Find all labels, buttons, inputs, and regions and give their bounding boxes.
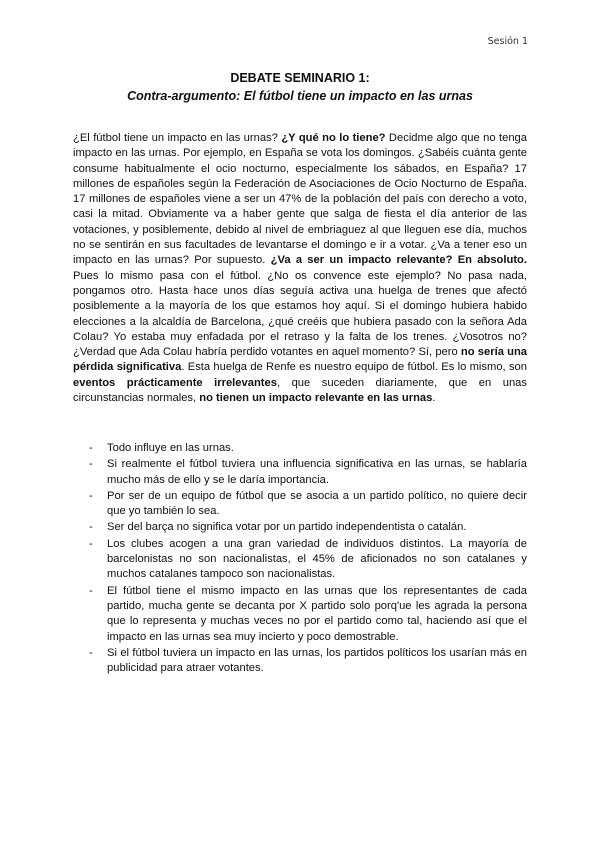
list-item [73, 441, 527, 456]
list-item [73, 584, 527, 645]
paragraph-text-5: , que suceden diariamente, que en unas circunstancias normales, [73, 376, 527, 405]
session-label: Sesión 1 [487, 36, 528, 47]
bullet-dash: - [89, 458, 93, 471]
list-item-text: Los clubes acogen a una gran variedad de individuos distintos. La mayoría de barcelonistas no son nacionalistas, el 45% de aficionados no son catalanes y muchos catalanes tampoco son nacionalistas. [107, 537, 527, 581]
paragraph-text-4: . Esta huelga de Renfe es nuestro equipo de fútbol. Es lo mismo, son [181, 361, 527, 374]
list-item-text: Si realmente el fútbol tuviera una influencia significativa en las urnas, se hablaría mucho más de ello y se le daría importancia. [107, 458, 527, 486]
bullet-dash: - [89, 537, 93, 550]
bullet-dash: - [89, 489, 93, 502]
list-item-text: El fútbol tiene el mismo impacto en las urnas que los representantes de cada partido, mucha gente se decanta por X partido solo porq'ue les agrada la persona que lo representa y muchas veces no por el partido como tal, haciendo así que el impacto en las urnas sea muy incierto y poco demostrable. [107, 584, 527, 643]
paragraph-text-3: Pues lo mismo pasa con el fútbol. ¿No os convence este ejemplo? No pasa nada, pongamos otro. Hasta hace unos días seguía activa una huelga de trenes que afectó posiblemente a la mayoría de los que estamos hoy aquí. Si el domingo hubiera habido elecciones a la alcaldía de Barcelona, ¿qué creéis que hubiera pasado con la señora Ada Colau? Yo estaba muy enfadada por el retraso y la falta de los trenes. ¿Vosotros no? ¿Verdad que Ada Colau habría perdido votantes en aquel momento? Sí, pero [73, 269, 527, 359]
main-paragraph [73, 131, 527, 406]
bullet-dash: - [89, 646, 93, 659]
list-item [73, 537, 527, 583]
document-title: DEBATE SEMINARIO 1: [230, 71, 370, 85]
paragraph-bold-3: no sería una pérdida significativa [73, 346, 527, 374]
document-subtitle: Contra-argumento: El fútbol tiene un impacto en las urnas [127, 89, 473, 103]
list-item-text: Ser del barça no significa votar por un partido independentista o catalán. [107, 521, 467, 534]
bullet-dash: - [89, 521, 93, 534]
paragraph-text-2: Decidme algo que no tenga impacto en las urnas. Por ejemplo, en España se vota los domingos. ¿Sabéis cuánta gente consume habitualmente el ocio nocturno, especialmente los sábados, en España? 17 millones de españoles según la Federación de Asociaciones de Ocio Nocturno de España. 17 millones de españoles viene a ser un 47% de la población del país con derecho a voto, casi la mitad. Obviamente va a haber gente que salga de fiesta el día anterior de las votaciones, y posiblemente, debido al nivel de embriaguez al que lleguen ese día, muchos no se sentirán en sus facultades de levantarse el domingo e ir a votar. ¿Va a tener eso un impacto en las urnas? Por supuesto. [73, 132, 527, 267]
bullet-dash: - [89, 584, 93, 597]
list-item [73, 646, 527, 677]
paragraph-text-6: . [432, 392, 436, 405]
paragraph-text-1: ¿El fútbol tiene un impacto en las urnas? [73, 132, 282, 144]
list-item-text: Si el fútbol tuviera un impacto en las urnas, los partidos políticos los usarían más en publicidad para atraer votantes. [107, 646, 527, 675]
paragraph-bold-4: eventos prácticamente irrelevantes [73, 376, 277, 389]
paragraph-bold-5: no tienen un impacto relevante en las urnas [199, 392, 433, 405]
bullet-list [73, 441, 527, 677]
list-item-text: Todo influye en las urnas. [107, 442, 234, 454]
list-item [73, 489, 527, 520]
list-item [73, 520, 527, 535]
paragraph-bold-2: ¿Va a ser un impacto relevante? En absoluto. [270, 254, 527, 267]
list-item [73, 457, 527, 488]
bullet-dash: - [89, 442, 93, 454]
list-item-text: Por ser de un equipo de fútbol que se asocia a un partido político, no quiere decir que yo también lo sea. [107, 489, 527, 518]
paragraph-bold-1: ¿Y qué no lo tiene? [281, 132, 386, 144]
